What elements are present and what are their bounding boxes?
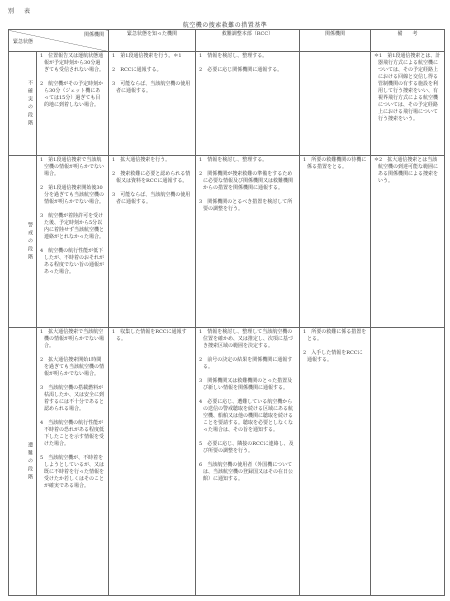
condition-item: 4 航空機の航行性能が低下したが、不時着のおそれがある程度でない旨の通報があった場合。 xyxy=(40,248,105,275)
rcc-item: 1 情報を検討し、整理する。 xyxy=(199,157,268,163)
rcc-item: 3 関係機関又は救難機関のとった措置及び新しい情報を関係機関に通報する。 xyxy=(199,378,293,391)
knower-item: 1 拡大通信捜索を行う。 xyxy=(112,157,171,163)
condition-item: 1 拡大通信捜索で当該航空機の情報が明らかでない場合。 xyxy=(40,329,105,349)
rcc-cell xyxy=(196,52,300,156)
condition-item: 2 拡大通信捜索開始1時間を過ぎても当該航空機の情報が明らかでない場合。 xyxy=(40,357,105,377)
column-header-remarks: 備 考 xyxy=(371,30,445,52)
document-title: 航空機の捜索救難の措置基準 xyxy=(182,22,268,29)
corner-label-related: 関係機関 xyxy=(84,32,105,38)
related-cell xyxy=(300,156,371,328)
column-header-knower: 緊急状態を知った機関 xyxy=(109,30,196,52)
related-cell xyxy=(300,52,371,156)
stage-row-uncertainty xyxy=(9,52,445,156)
condition-cell xyxy=(37,328,109,596)
related-item: 1 所要の救難に係る措置をとる。 xyxy=(303,329,367,342)
rcc-item: 4 必要に応じ、遭難している航空機からの送信の警戒聴取を続ける区域にある航空機、船舶又は他の機関に聴取を続けることを要請する。聴取を必要としなくなった場合は、その旨を通知する。 xyxy=(199,399,294,433)
rcc-item: 5 必要に応じ、隣接のRCCに連絡し、及び所要の調整を行う。 xyxy=(199,441,294,454)
remarks-item: ＊2 拡大通信捜索とは当該航空機の到達可能な範囲にある関係機関による捜索をいう。 xyxy=(374,157,439,184)
remarks-item: ＊1 第1段通信捜索とは、計器飛行方式による航空機については、その予定経路上における回線と交信し得る管制機関の有する施設を利用して行う捜索をいい、有視界飛行方式による航空機については、その予定経路上における飛行場について行う捜索をいう。 xyxy=(374,53,441,122)
condition-item: 3 当該航空機の搭載燃料が枯渇したか、又は安全に到着するには不十分であると認められる場合。 xyxy=(40,385,105,412)
condition-cell xyxy=(37,156,109,328)
corner-label-emergency: 緊急状態 xyxy=(13,39,34,45)
rcc-item: 2 必要に応じ関係機関に通報する。 xyxy=(199,67,283,73)
related-cell xyxy=(300,328,371,596)
condition-item: 4 当該航空機の航行性能が不時着の恐れがある程度低下したことを示す情報を受けた場合。 xyxy=(40,420,105,447)
stage-label: 警戒の段階 xyxy=(9,156,37,328)
knower-item: 2 捜索救難に必要と認められる情報又は資料をRCCに通報する。 xyxy=(112,171,191,184)
corner-cell xyxy=(9,30,109,52)
rcc-item: 3 関係機関のとるべき措置を検討して所要の調整を行う。 xyxy=(199,199,293,212)
related-item: 2 入手した情報をRCCに通報する。 xyxy=(303,350,363,363)
rcc-item: 6 当該航空機の使用者（外国機については、当該航空機の登録国又はその在日公館）に通知する。 xyxy=(199,462,294,482)
condition-item: 2 航空機がその予定時刻から30分（ジェット機にあっては15分）過ぎても目的地に到着しない場合。 xyxy=(40,81,104,108)
stage-label: 遭難の段階 xyxy=(9,328,37,596)
column-header-related: 関係機関 xyxy=(300,30,371,52)
rcc-cell xyxy=(196,156,300,328)
remarks-cell xyxy=(371,52,445,156)
rcc-item: 2 前号の決定の結果を関係機関に通報する。 xyxy=(199,357,293,370)
stage-label: 不確実の段階 xyxy=(9,52,37,156)
knower-item: 2 RCCに通報する。 xyxy=(112,67,162,73)
rcc-item: 1 情報を検討し、整理して当該航空機の位置を確かめ、又は推定し、次項に基づき捜索区域の範囲を決定する。 xyxy=(199,329,293,349)
knower-cell xyxy=(109,156,196,328)
rcc-item: 1 情報を検討し、整理する。 xyxy=(199,53,268,59)
appendix-label: 別 表 xyxy=(8,8,33,15)
condition-item: 3 航空機が着陸許可を受けた後、予定時刻から5分以内に着陸せず当該航空機と連絡がとれなかった場合。 xyxy=(40,213,105,240)
remarks-cell xyxy=(371,328,445,596)
stage-row-alert xyxy=(9,156,445,328)
condition-item: 1 位置報告又は運航状態通報が予定時刻から30分過ぎても受信されない場合。 xyxy=(40,53,105,73)
stage-row-distress xyxy=(9,328,445,596)
knower-item: 3 可能ならば、当該航空機の使用者に通報する。 xyxy=(112,81,191,94)
rcc-item: 2 関係機関が捜索救難の準備をするために必要な情報及び関係機関又は救難機関からの措置を関係機関に通報する。 xyxy=(199,171,294,191)
column-header-rcc: 救難調整本部（RCC） xyxy=(196,30,300,52)
related-item: 1 所要の救難機関の待機に係る措置をとる。 xyxy=(303,157,367,170)
knower-item: 1 第1段通信捜索を行う。＊1 xyxy=(112,53,182,59)
criteria-table xyxy=(8,29,445,596)
knower-cell xyxy=(109,328,196,596)
condition-item: 2 第1段通信捜索開始後30分を過ぎても当該航空機の情報が明らかでない場合。 xyxy=(40,185,105,205)
remarks-cell xyxy=(371,156,445,328)
knower-cell xyxy=(109,52,196,156)
rcc-cell xyxy=(196,328,300,596)
condition-item: 1 第1段通信捜索で当該航空機の情報が明らかでない場合。 xyxy=(40,157,105,177)
knower-item: 3 可能ならば、当該航空機の使用者に通報する。 xyxy=(112,192,191,205)
knower-item: 1 収集した情報をRCCに通報する。 xyxy=(112,329,187,342)
condition-cell xyxy=(37,52,109,156)
header-row xyxy=(9,30,445,52)
condition-item: 5 当該航空機が、不時着をしようとしているが、又は既に不時着を行った情報を受けたか若しくはそのことが確実である場合。 xyxy=(40,455,105,489)
